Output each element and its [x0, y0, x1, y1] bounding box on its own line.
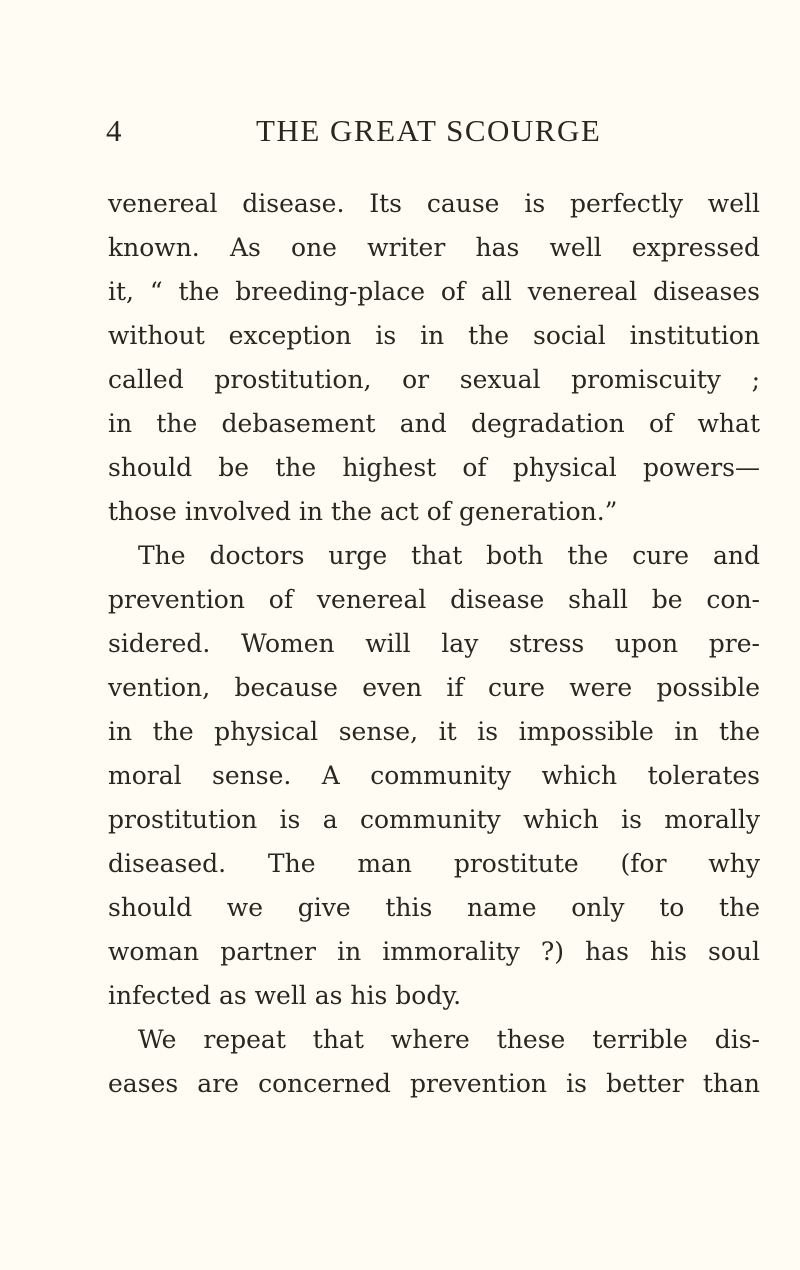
running-title: THE GREAT SCOURGE	[256, 113, 602, 148]
text-line: should we give this name only to the	[108, 893, 760, 922]
text-line: vention, because even if cure were possible	[108, 673, 760, 702]
text-line: those involved in the act of generation.”	[108, 497, 618, 526]
text-line: prevention of venereal disease shall be con-	[108, 585, 760, 614]
running-head	[0, 111, 800, 151]
text-line: moral sense. A community which tolerates	[108, 761, 760, 790]
text-line: without exception is in the social institution	[108, 321, 760, 350]
text-line: venereal disease. Its cause is perfectly well	[108, 189, 760, 218]
text-line: in the debasement and degradation of what	[108, 409, 760, 438]
text-line: it, “ the breeding-place of all venereal diseases	[108, 277, 760, 306]
text-line: called prostitution, or sexual promiscuity ;	[108, 365, 760, 394]
text-line: diseased. The man prostitute (for why	[108, 849, 760, 878]
text-line: sidered. Women will lay stress upon pre-	[108, 629, 760, 658]
text-line: We repeat that where these terrible dis-	[138, 1025, 760, 1054]
text-line: should be the highest of physical powers—	[108, 453, 760, 482]
page-number: 4	[106, 113, 122, 148]
text-line: in the physical sense, it is impossible in the	[108, 717, 760, 746]
text-line: prostitution is a community which is morally	[108, 805, 760, 834]
body-text	[108, 182, 760, 1106]
text-line: eases are concerned prevention is better than	[108, 1069, 760, 1098]
text-line: woman partner in immorality ?) has his soul	[108, 937, 760, 966]
text-line: known. As one writer has well expressed	[108, 233, 760, 262]
text-line: The doctors urge that both the cure and	[138, 541, 760, 570]
text-line: infected as well as his body.	[108, 981, 462, 1010]
